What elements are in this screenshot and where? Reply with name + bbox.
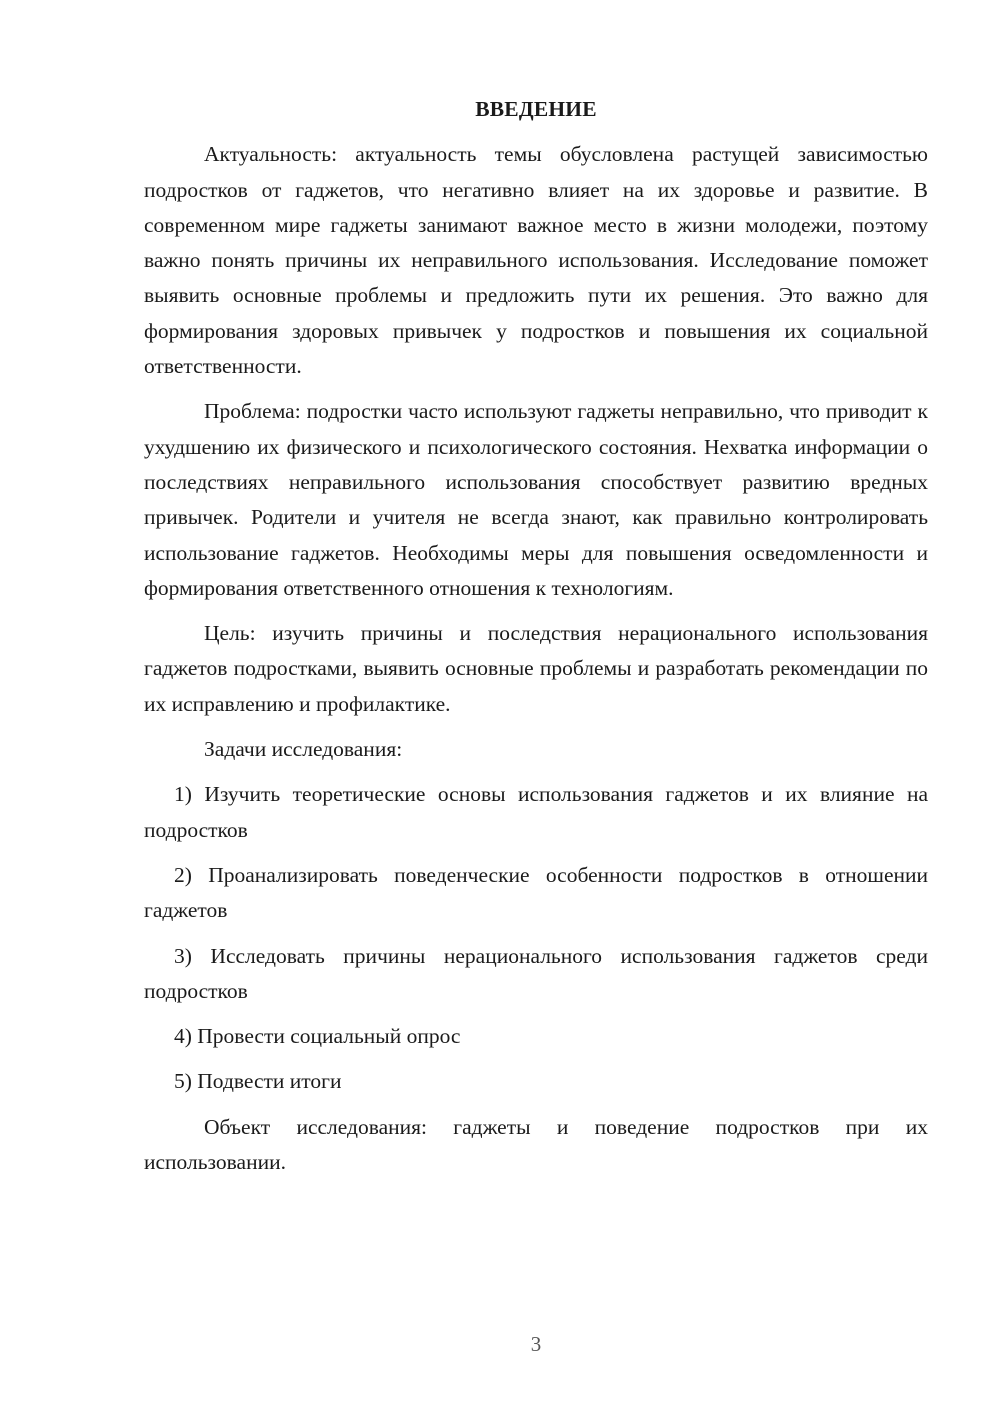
paragraph-object: Объект исследования: гаджеты и поведение подростков при их использовании. (144, 1114, 928, 1175)
task-item-2: 2) Проанализировать поведенческие особенности подростков в отношении гаджетов (144, 862, 928, 923)
task-item-5: 5) Подвести итоги (174, 1069, 342, 1094)
document-page (144, 92, 928, 1190)
task-item-1: 1) Изучить теоретические основы использования гаджетов и их влияние на подростков (144, 782, 928, 842)
task-item-4: 4) Провести социальный опрос (174, 1024, 461, 1049)
paragraph-goal: Цель: изучить причины и последствия нерационального использования гаджетов подростками, выявить основные проблемы и разработать рекомендации по их исправлению и профилактике. (144, 621, 928, 716)
section-title: ВВЕДЕНИЕ (475, 97, 597, 121)
paragraph-relevance: Актуальность: актуальность темы обусловлена растущей зависимостью подростков от гаджетов, что негативно влияет на их здоровье и развитие. В современном мире гаджеты занимают важное место в жизни молодежи, поэтому важно понять причины их неправильного использования. Исследование поможет выявить основные проблемы и предложить пути их решения. Это важно для формирования здоровых привычек у подростков и повышения их социальной ответственности. (144, 142, 928, 379)
page-number: 3 (530, 1332, 542, 1356)
paragraph-tasks-heading: Задачи исследования: (204, 737, 403, 762)
task-item-3: 3) Исследовать причины нерационального использования гаджетов среди подростков (144, 943, 928, 1003)
paragraph-problem: Проблема: подростки часто используют гаджеты неправильно, что приводит к ухудшению их физического и психологического состояния. Нехватка информации о последствиях неправильного использования способствует развитию вредных привычек. Родители и учителя не всегда знают, как правильно контролировать использование гаджетов. Необходимы меры для повышения осведомленности и формирования ответственного отношения к технологиям. (144, 399, 928, 600)
